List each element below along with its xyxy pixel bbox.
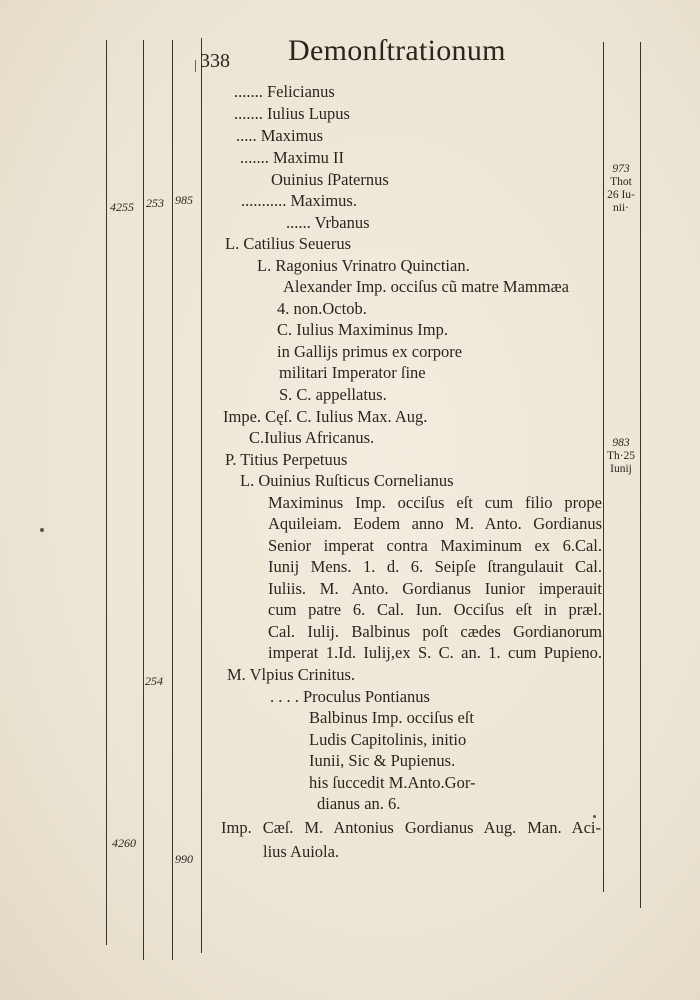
text-line: Impe. Cęſ. C. Iulius Max. Aug. <box>223 407 428 426</box>
margin-note-thot-line-2: Thot <box>610 176 632 188</box>
text-line: Balbinus Imp. occiſus eſt <box>309 708 474 727</box>
text-line: ........... Maximus. <box>241 191 357 210</box>
year-number-985: 985 <box>175 193 193 207</box>
margin-note-thot <box>604 163 638 215</box>
rule-line-2 <box>143 40 144 960</box>
text-line: dianus an. 6. <box>317 794 401 813</box>
text-line: Iunii, Sic & Pupienus. <box>309 751 456 770</box>
text-line: Alexander Imp. occiſus cũ matre Mammæa <box>283 277 569 296</box>
text-line: C.Iulius Africanus. <box>249 428 375 447</box>
text-line: S. C. appellatus. <box>279 385 387 404</box>
text-line: lius Auiola. <box>263 842 340 861</box>
text-line: Iuliis. M. Anto. Gordianus Iunior imperauit <box>268 579 602 598</box>
text-line: ...... Vrbanus <box>286 213 370 232</box>
rule-line-3 <box>172 40 173 960</box>
text-line: Iunij Mens. 1. d. 6. Seipſe ſtrangulauit Cal. <box>268 557 602 576</box>
year-number-253: 253 <box>146 196 164 210</box>
ink-dot <box>40 528 44 532</box>
text-line: Senior imperat contra Maximinum ex 6.Cal. <box>268 536 602 555</box>
text-line: Ouinius ſPaternus <box>271 170 389 189</box>
margin-note-thot-line-1: 973 <box>612 163 630 175</box>
text-line: ..... Maximus <box>236 126 324 145</box>
text-line: imperat 1.Id. Iulij,ex S. C. an. 1. cum Pupieno. <box>268 643 602 662</box>
text-line: his ſuccedit M.Anto.Gor- <box>309 773 476 792</box>
text-line: . . . . Proculus Pontianus <box>270 687 430 706</box>
running-head: Demonſtrationum <box>288 34 506 67</box>
text-line: L. Ragonius Vrinatro Quinctian. <box>257 256 470 275</box>
text-line: ....... Maximu II <box>240 148 345 167</box>
text-line: C. Iulius Maximinus Imp. <box>277 320 448 339</box>
text-line: 4. non.Octob. <box>277 299 367 318</box>
text-line: militari Imperator ſine <box>279 363 426 382</box>
margin-note-th25 <box>604 437 638 476</box>
text-line: Imp. Cæſ. M. Antonius Gordianus Aug. Man. Aci- <box>221 818 601 837</box>
year-number-4260: 4260 <box>112 836 136 850</box>
year-number-990: 990 <box>175 852 193 866</box>
year-number-254: 254 <box>145 674 163 688</box>
year-number-4255: 4255 <box>110 200 134 214</box>
margin-note-th25-line-2: Th·25 <box>606 450 636 462</box>
text-line: P. Titius Perpetuus <box>225 450 348 469</box>
rule-tick <box>195 60 196 72</box>
text-line: Ludis Capitolinis, initio <box>309 730 467 749</box>
text-line: L. Ouinius Ruſticus Cornelianus <box>240 471 454 490</box>
text-line: ....... Felicianus <box>234 82 335 101</box>
text-line: in Gallijs primus ex corpore <box>277 342 463 361</box>
ink-dot <box>593 815 596 818</box>
rule-line-1 <box>106 40 107 945</box>
rule-line-6 <box>640 42 641 908</box>
text-line: Cal. Iulij. Balbinus poſt cædes Gordianorum <box>268 622 602 641</box>
text-line: L. Catilius Seuerus <box>225 234 352 253</box>
rule-line-4 <box>201 38 202 953</box>
text-line: cum patre 6. Cal. Iun. Occiſus eſt in præl. <box>268 600 602 619</box>
text-line: M. Vlpius Crinitus. <box>227 665 356 684</box>
margin-note-th25-line-1: 983 <box>612 437 630 449</box>
text-line: Maximinus Imp. occiſus eſt cum filio prope <box>268 493 602 512</box>
page-number: 338 <box>200 50 230 72</box>
text-line: ....... Iulius Lupus <box>234 104 350 123</box>
margin-note-th25-line-3: Iunij <box>610 463 632 475</box>
text-line: Aquileiam. Eodem anno M. Anto. Gordianus <box>268 514 602 533</box>
margin-note-thot-line-4: nii· <box>613 202 629 214</box>
margin-note-thot-line-3: 26 Iu- <box>607 189 635 201</box>
